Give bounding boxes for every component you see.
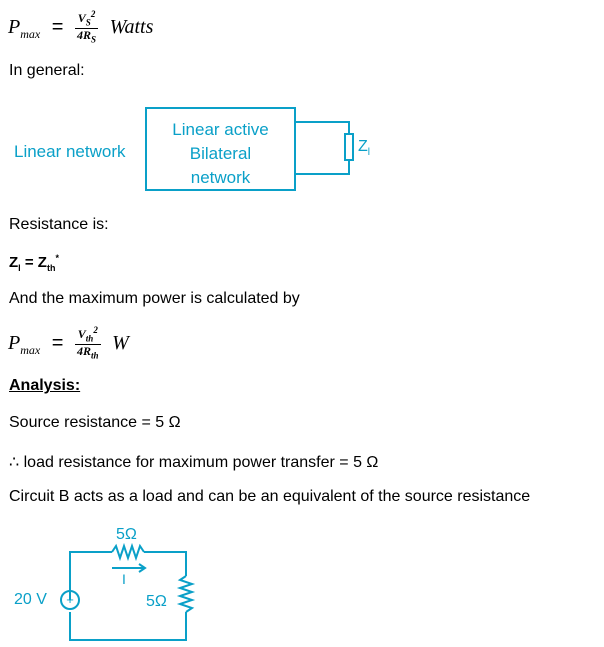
source-resistance-text: Source resistance = 5 Ω xyxy=(9,414,181,431)
formula-lhs: $P_{max}$ xyxy=(8,15,41,41)
load-impedance-symbol xyxy=(345,134,353,160)
max-power-formula-1 xyxy=(8,8,153,44)
load-resistance-text: ∴ load resistance for maximum power transfer = 5 Ω xyxy=(9,454,379,471)
in-general-text: In general: xyxy=(9,62,85,79)
max-power-text: And the maximum power is calculated by xyxy=(9,290,300,307)
series-resistor-label: 5Ω xyxy=(116,526,137,543)
load-impedance-label: $Z_l$ xyxy=(358,138,371,159)
current-label: I xyxy=(122,571,126,587)
analysis-heading: Analysis: xyxy=(9,377,81,394)
max-power-formula-2: $P_{max}$ = $\frac{V_{th}^2}{4R_{th}}$ W xyxy=(8,325,129,361)
resistance-is-text: Resistance is: xyxy=(9,216,109,233)
circuit-b-text: Circuit B acts as a load and can be an equivalent of the source resistance xyxy=(9,488,531,505)
linear-network-label: Linear network xyxy=(14,142,126,161)
load-resistor-label: 5Ω xyxy=(146,593,167,610)
source-voltage-label: 20 V xyxy=(14,591,47,608)
load-resistor-zigzag xyxy=(180,576,192,612)
load-impedance-wires xyxy=(295,118,385,180)
formula-unit: Watts xyxy=(109,15,154,38)
source-polarity-plus: + xyxy=(66,592,74,607)
equals-sign: = xyxy=(51,15,64,38)
impedance-condition: $Z_l = Z_{th}^*$ xyxy=(9,253,59,273)
network-box-label: Linear active Bilateral network xyxy=(172,120,269,187)
series-resistor-zigzag xyxy=(112,546,144,558)
formula-fraction: $\frac{V_S^2}{4R_S}$ xyxy=(77,9,97,45)
